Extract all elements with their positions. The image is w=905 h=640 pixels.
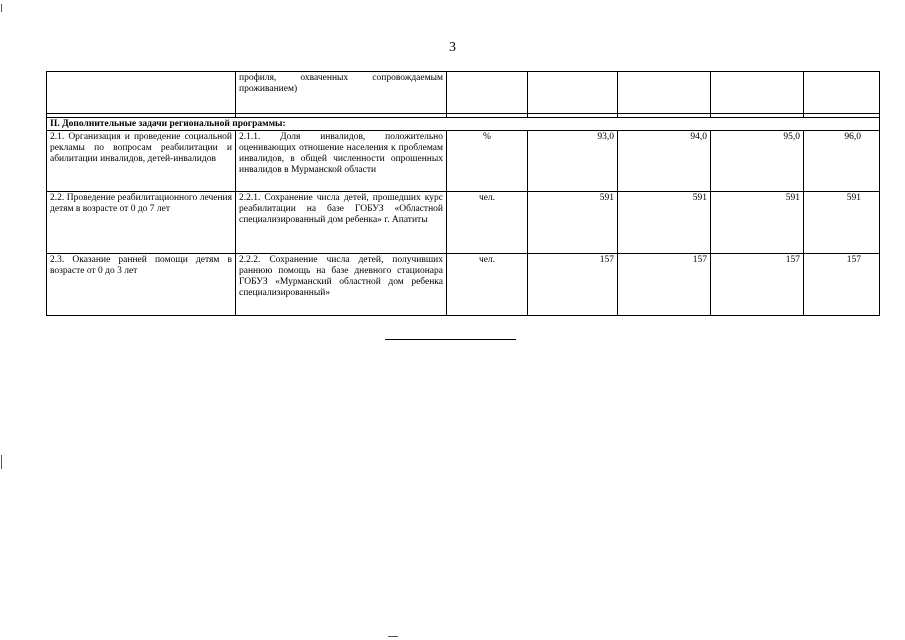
- unit-cell: чел.: [447, 254, 528, 316]
- task-cell: 2.3. Оказание ранней помощи детям в возрасте от 0 до 3 лет: [47, 254, 236, 316]
- value-cell: [528, 72, 618, 114]
- value-cell: [804, 72, 880, 114]
- value-cell: 591: [528, 192, 618, 254]
- indicator-cell: 2.2.1. Сохранение числа детей, прошедших курс реабилитации на базе ГОБУЗ «Областной специализированный дом ребенка» г. Апатиты: [236, 192, 447, 254]
- value-cell: 591: [711, 192, 804, 254]
- value-cell: 157: [618, 254, 711, 316]
- task-cell: 2.1. Организация и проведение социальной рекламы по вопросам реабилитации и абилитации инвалидов, детей-инвалидов: [47, 131, 236, 192]
- value-cell: 94,0: [618, 131, 711, 192]
- value-cell: 591: [618, 192, 711, 254]
- value-cell: [711, 72, 804, 114]
- indicator-cell: 2.2.2. Сохранение числа детей, получивших раннюю помощь на базе дневного стационара ГОБУЗ «Мурманский областной дом ребенка специализированный»: [236, 254, 447, 316]
- value-cell: 157: [711, 254, 804, 316]
- unit-cell: чел.: [447, 192, 528, 254]
- value-cell: 93,0: [528, 131, 618, 192]
- indicators-table: [46, 71, 880, 316]
- section-title: II. Дополнительные задачи региональной программы:: [47, 118, 880, 131]
- value-cell: 157: [528, 254, 618, 316]
- value-cell: [618, 72, 711, 114]
- value-cell: 95,0: [711, 131, 804, 192]
- unit-cell: [447, 72, 528, 114]
- value-cell: 591: [804, 192, 880, 254]
- section-row: [47, 118, 880, 131]
- indicator-cell: 2.1.1. Доля инвалидов, положительно оценивающих отношение населения к проблемам инвалидов, в общей численности опрошенных инвалидов в Мурманской области: [236, 131, 447, 192]
- table-row: [47, 131, 880, 192]
- table-row: [47, 192, 880, 254]
- closing-rule: [385, 339, 516, 340]
- scan-mark: [1, 455, 2, 469]
- scan-mark: [388, 636, 398, 637]
- value-cell: 157: [804, 254, 880, 316]
- table-row: [47, 254, 880, 316]
- task-cell: 2.2. Проведение реабилитационного лечения детям в возрасте от 0 до 7 лет: [47, 192, 236, 254]
- task-cell: [47, 72, 236, 114]
- scan-mark: [1, 4, 2, 12]
- continuation-row: [47, 72, 880, 114]
- page-number: 3: [449, 40, 456, 55]
- indicator-cell: профиля, охваченных сопровождаемым проживанием): [236, 72, 447, 114]
- value-cell: 96,0: [804, 131, 880, 192]
- unit-cell: %: [447, 131, 528, 192]
